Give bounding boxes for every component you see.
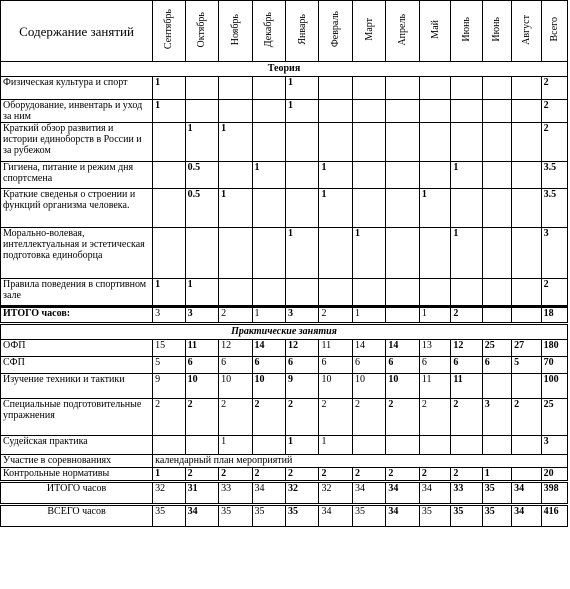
month-header [286,1,319,62]
table-cell [386,100,419,123]
month-label: Март [363,18,375,41]
table-cell: 1 [153,468,185,482]
table-cell: 2 [419,399,450,436]
table-cell [482,279,511,307]
theory-total-row [1,307,568,324]
table-cell [286,189,319,228]
table-cell [482,100,511,123]
table-cell [219,228,252,279]
table-cell [185,436,218,455]
table-cell: 1 [219,123,252,162]
table-cell: 1 [352,228,385,279]
table-cell: 12 [286,340,319,357]
table-cell: 1 [319,189,352,228]
table-cell: 14 [252,340,285,357]
table-cell [451,189,482,228]
row-label: Краткие сведенья о строении и функций организма человека. [1,189,153,228]
row-total: 25 [541,399,567,436]
table-cell [319,77,352,100]
table-cell [419,436,450,455]
table-cell [419,162,450,189]
table-cell: 10 [352,374,385,399]
table-cell [352,279,385,307]
table-cell: 2 [319,468,352,482]
grand-total-row [1,505,568,527]
month-label: Ноябрь [229,13,241,46]
table-cell: 1 [252,307,285,324]
table-cell [386,77,419,100]
table-cell [319,228,352,279]
table-cell: 1 [451,228,482,279]
table-cell [153,189,185,228]
table-cell [419,77,450,100]
table-cell: 6 [482,357,511,374]
competition-plan: календарный план мероприятий [153,455,568,468]
table-cell: 6 [219,357,252,374]
table-cell [386,228,419,279]
row-total: 180 [541,340,567,357]
table-cell: 35 [153,505,185,527]
month-header [252,1,285,62]
month-header [512,1,541,62]
row-total: 3 [541,436,567,455]
table-cell [419,279,450,307]
month-label: Январь [296,14,308,45]
table-cell: 3 [185,307,218,324]
table-cell: 10 [185,374,218,399]
table-cell: 6 [319,357,352,374]
header-row [1,1,568,62]
month-header [419,1,450,62]
row-total: 100 [541,374,567,399]
table-cell [482,436,511,455]
table-cell [386,279,419,307]
table-cell [512,100,541,123]
table-cell [482,162,511,189]
table-cell [252,100,285,123]
table-cell [512,228,541,279]
table-cell: 2 [252,399,285,436]
month-header [482,1,511,62]
table-row [1,357,568,374]
table-cell [252,123,285,162]
table-cell: 35 [219,505,252,527]
row-label: Физическая культура и спорт [1,77,153,100]
table-cell: 1 [319,436,352,455]
row-total: 3.5 [541,162,567,189]
table-cell: 10 [219,374,252,399]
table-row [1,100,568,123]
month-label: Июнь [491,17,503,42]
table-row [1,123,568,162]
table-cell: 35 [482,482,511,505]
table-cell [482,77,511,100]
table-cell: 2 [286,399,319,436]
table-cell: 11 [419,374,450,399]
table-cell: 2 [319,399,352,436]
table-cell [512,436,541,455]
table-cell: 2 [512,399,541,436]
table-cell [512,374,541,399]
row-total: 2 [541,77,567,100]
table-cell: 10 [386,374,419,399]
table-cell [512,162,541,189]
table-cell: 33 [451,482,482,505]
table-cell [352,123,385,162]
table-cell: 34 [185,505,218,527]
table-cell [386,162,419,189]
table-cell: 2 [419,468,450,482]
table-cell: 35 [286,505,319,527]
table-cell: 2 [451,468,482,482]
month-label: Июнь [461,17,473,42]
total-label: Всего [548,17,560,42]
table-cell [219,77,252,100]
table-cell [451,100,482,123]
month-label: Май [429,20,441,39]
table-cell: 11 [319,340,352,357]
table-cell: 2 [185,468,218,482]
month-label: Октябрь [196,11,208,48]
section-title-row [1,62,568,77]
table-cell [286,123,319,162]
table-cell: 14 [352,340,385,357]
table-cell: 9 [286,374,319,399]
table-cell [482,374,511,399]
table-row [1,279,568,307]
table-cell [482,189,511,228]
table-row [1,340,568,357]
table-cell [219,100,252,123]
table-cell: 3 [286,307,319,324]
table-row [1,228,568,279]
row-label: ИТОГО часов: [1,307,153,324]
table-cell: 1 [482,468,511,482]
table-row [1,399,568,436]
table-cell: 5 [512,357,541,374]
table-cell: 0.5 [185,162,218,189]
practice-total-row [1,482,568,505]
table-cell [419,228,450,279]
row-total: 20 [541,468,567,482]
table-cell [512,77,541,100]
row-total: 18 [541,307,567,324]
total-header [541,1,567,62]
table-cell: 1 [286,77,319,100]
table-cell: 34 [319,505,352,527]
table-cell [512,468,541,482]
table-cell [319,279,352,307]
table-cell: 6 [252,357,285,374]
content-header: Содержание занятий [1,1,153,62]
row-label: Краткий обзор развития и истории единоборств в России и за рубежом [1,123,153,162]
month-header [451,1,482,62]
section-title-row [1,324,568,340]
table-cell: 1 [185,279,218,307]
table-cell: 6 [352,357,385,374]
table-cell [153,123,185,162]
table-cell [451,279,482,307]
table-cell [319,123,352,162]
table-cell [352,162,385,189]
table-cell [153,162,185,189]
table-cell: 27 [512,340,541,357]
row-label: ИТОГО часов [1,482,153,505]
table-row [1,436,568,455]
table-cell: 6 [419,357,450,374]
table-cell [512,307,541,324]
month-header [153,1,185,62]
table-cell: 2 [386,399,419,436]
table-cell: 2 [286,468,319,482]
table-cell: 2 [219,307,252,324]
table-cell [219,162,252,189]
table-cell: 10 [252,374,285,399]
table-cell: 34 [252,482,285,505]
table-cell: 11 [451,374,482,399]
table-cell: 15 [153,340,185,357]
table-cell: 1 [252,162,285,189]
row-label: Контрольные нормативы [1,468,153,482]
table-cell: 1 [451,162,482,189]
row-total: 2 [541,279,567,307]
table-cell: 12 [451,340,482,357]
table-cell: 34 [386,482,419,505]
table-cell: 1 [286,100,319,123]
table-cell: 34 [512,505,541,527]
table-cell: 6 [386,357,419,374]
table-cell [319,100,352,123]
competition-row [1,455,568,468]
row-label: Судейская практика [1,436,153,455]
table-cell [451,123,482,162]
row-label: Специальные подготовительные упражнения [1,399,153,436]
section-title: Практические занятия [1,324,568,340]
table-cell: 6 [286,357,319,374]
row-total: 2 [541,123,567,162]
table-cell: 2 [319,307,352,324]
table-cell [352,100,385,123]
table-cell: 1 [185,123,218,162]
table-cell: 1 [153,100,185,123]
table-cell [286,162,319,189]
table-cell: 6 [451,357,482,374]
table-cell [219,279,252,307]
table-row [1,189,568,228]
table-cell [386,436,419,455]
control-row [1,468,568,482]
row-total: 70 [541,357,567,374]
month-label: Апрель [397,13,409,46]
table-cell [482,307,511,324]
table-cell: 13 [419,340,450,357]
table-cell: 2 [352,468,385,482]
table-cell [252,436,285,455]
table-cell [286,279,319,307]
table-cell: 35 [482,505,511,527]
table-cell: 1 [153,279,185,307]
month-label: Февраль [330,11,342,48]
table-cell: 35 [352,505,385,527]
row-label: Оборудование, инвентарь и уход за ним [1,100,153,123]
table-cell [352,436,385,455]
table-cell: 35 [252,505,285,527]
row-label: Изучение техники и тактики [1,374,153,399]
table-cell: 32 [153,482,185,505]
table-cell: 2 [352,399,385,436]
row-total: 2 [541,100,567,123]
table-cell [185,77,218,100]
table-cell: 34 [512,482,541,505]
table-cell [352,189,385,228]
month-label: Сентябрь [163,9,175,50]
table-cell [512,279,541,307]
table-cell: 2 [386,468,419,482]
table-cell: 1 [419,189,450,228]
table-cell: 33 [219,482,252,505]
month-label: Август [520,14,532,45]
row-label: ВСЕГО часов [1,505,153,527]
table-cell: 32 [319,482,352,505]
row-total: 398 [541,482,567,505]
table-cell [252,228,285,279]
row-total: 416 [541,505,567,527]
table-cell: 1 [319,162,352,189]
month-header [386,1,419,62]
table-cell [252,189,285,228]
table-cell: 0.5 [185,189,218,228]
table-cell [386,189,419,228]
table-cell: 1 [219,189,252,228]
month-header [219,1,252,62]
table-cell: 2 [451,399,482,436]
table-cell [185,228,218,279]
table-cell: 1 [219,436,252,455]
table-cell: 32 [286,482,319,505]
table-cell: 2 [252,468,285,482]
table-cell: 1 [286,436,319,455]
table-cell: 2 [153,399,185,436]
table-cell: 6 [185,357,218,374]
table-cell [482,123,511,162]
table-cell [482,228,511,279]
row-label: Правила поведения в спортивном зале [1,279,153,307]
table-cell: 1 [352,307,385,324]
table-cell: 12 [219,340,252,357]
table-cell [153,436,185,455]
table-cell: 34 [352,482,385,505]
month-header [352,1,385,62]
table-cell [386,307,419,324]
table-cell: 34 [386,505,419,527]
table-cell [185,100,218,123]
row-label: Гигиена, питание и режим дня спортсмена [1,162,153,189]
month-label: Декабрь [263,11,275,48]
table-cell [419,100,450,123]
table-cell [252,279,285,307]
table-cell: 2 [219,468,252,482]
table-cell: 2 [185,399,218,436]
section-title: Теория [1,62,568,77]
table-cell [419,123,450,162]
table-row [1,77,568,100]
table-cell: 25 [482,340,511,357]
table-cell [451,436,482,455]
table-cell: 1 [153,77,185,100]
table-cell: 11 [185,340,218,357]
table-row [1,162,568,189]
table-cell [386,123,419,162]
table-cell [352,77,385,100]
table-cell: 3 [153,307,185,324]
table-cell [451,77,482,100]
month-header [319,1,352,62]
table-cell: 34 [419,482,450,505]
table-cell: 5 [153,357,185,374]
table-cell: 2 [451,307,482,324]
table-cell [153,228,185,279]
month-header [185,1,218,62]
table-cell: 2 [219,399,252,436]
table-cell: 1 [419,307,450,324]
table-cell [512,123,541,162]
table-cell [252,77,285,100]
table-cell: 10 [319,374,352,399]
table-cell: 1 [286,228,319,279]
table-cell: 35 [419,505,450,527]
table-cell: 3 [482,399,511,436]
table-cell: 14 [386,340,419,357]
table-cell [512,189,541,228]
row-label: Участие в соревнованиях [1,455,153,468]
table-cell: 9 [153,374,185,399]
row-label: Морально-волевая, интеллектуальная и эстетическая подготовка единоборца [1,228,153,279]
table-cell: 35 [451,505,482,527]
row-label: ОФП [1,340,153,357]
row-total: 3 [541,228,567,279]
row-label: СФП [1,357,153,374]
table-row [1,374,568,399]
row-total: 3.5 [541,189,567,228]
table-cell: 31 [185,482,218,505]
